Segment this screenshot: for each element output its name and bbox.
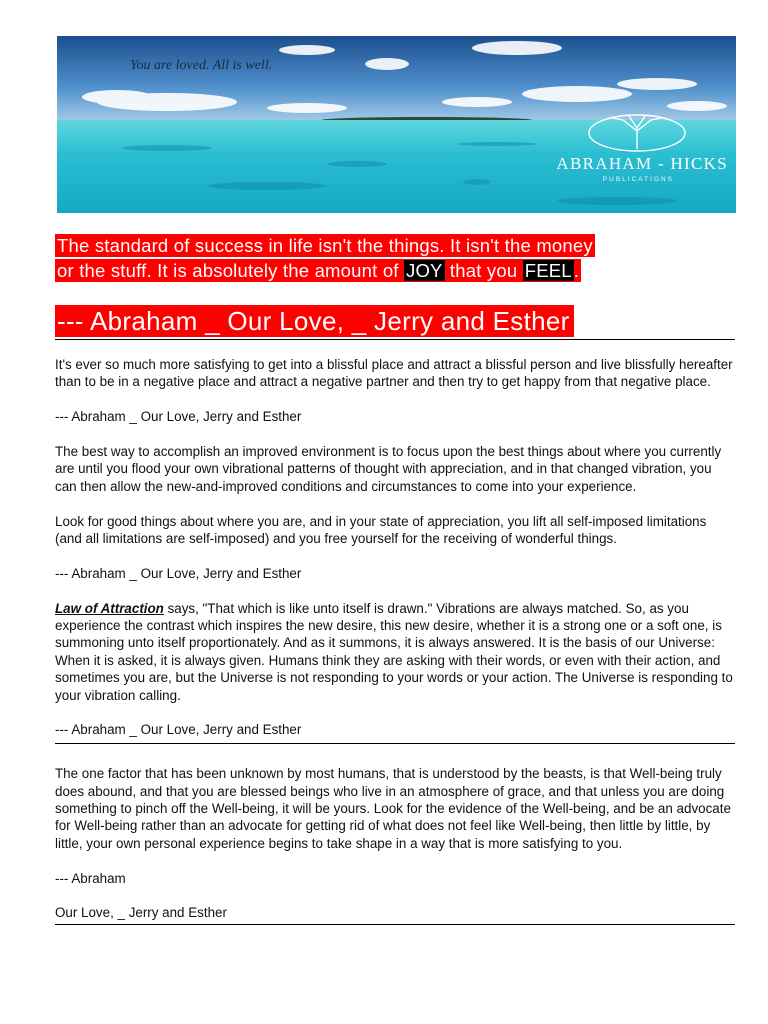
attribution-2: --- Abraham _ Our Love, Jerry and Esther — [55, 565, 302, 581]
banner-image — [57, 36, 736, 213]
quote-line-2-end: . — [573, 260, 580, 281]
page-heading: --- Abraham _ Our Love, _ Jerry and Esther — [55, 305, 574, 337]
logo-subtitle: PUBLICATIONS — [602, 176, 674, 183]
attribution-1: --- Abraham _ Our Love, Jerry and Esther — [55, 409, 302, 425]
quote-line-2 — [55, 259, 581, 282]
paragraph-2: The best way to accomplish an improved environment is to focus upon the best things about where you currently are until you flood your own vibrational patterns of thought with appreciation, and in that changed vibration, you can then allow the new-and-improved conditions and circumstances to come into your experience. — [55, 444, 722, 494]
attribution-5: Our Love, _ Jerry and Esther — [55, 905, 227, 921]
paragraph-4 — [55, 600, 735, 704]
bottom-divider — [55, 924, 735, 925]
paragraph-1: It's ever so much more satisfying to get into a blissful place and attract a blissful person and live blissfully hereafter than to be in a negative place and attract a negative partner and then try to get happy from that negative place. — [55, 357, 733, 390]
quote-line-1: The standard of success in life isn't the things. It isn't the money — [57, 235, 593, 256]
paragraph-4-text: says, "That which is like unto itself is drawn." Vibrations are always matched. So, as you experience the contrast which inspires the new desire, this new desire, whether it is a strong one or a soft one, is summoning unto itself proportionately. And as it summons, it is always answered. It is the basis of our Universe: When it is asked, it is always given. Humans think they are asking with their words, or even with their action, and sometimes you are, but the Universe is not responding to your words or your action. The Universe is responding to your vibration calling. — [55, 600, 733, 703]
feel-word: FEEL — [524, 260, 572, 281]
law-of-attraction-term: Law of Attraction — [55, 600, 164, 616]
attribution-3: --- Abraham _ Our Love, Jerry and Esther — [55, 722, 302, 738]
paragraph-5: The one factor that has been unknown by most humans, that is understood by the beasts, is that Well-being truly does abound, and that you are blessed beings who live in an atmosphere of grace, and that unless you are doing something to pinch off the Well-being, it will be yours. Look for the evidence of the Well-being, and be an advocate for Well-being rather than an advocate for getting rid of what does not feel like Well-being, then little by little, by little, your own personal experience begins to take shape in a way that is more satisfying to you. — [55, 766, 731, 851]
document-body — [55, 356, 735, 925]
paragraph-3: Look for good things about where you are, and in your state of appreciation, you lift all self-imposed limitations (and all limitations are self-imposed) and you free yourself for the receiving of wonderful things. — [55, 513, 707, 547]
joy-word: JOY — [406, 260, 443, 281]
quote-line-2-mid: that you — [444, 260, 523, 281]
banner-tagline: You are loved. All is well. — [130, 58, 273, 73]
logo-name: ABRAHAM - HICKS — [556, 154, 728, 173]
quote-line-2-text: or the stuff. It is absolutely the amount of — [57, 260, 404, 281]
attribution-4: --- Abraham — [55, 870, 126, 886]
divider — [55, 743, 735, 744]
highlight-quote — [55, 234, 735, 282]
heading-bar — [55, 305, 735, 340]
